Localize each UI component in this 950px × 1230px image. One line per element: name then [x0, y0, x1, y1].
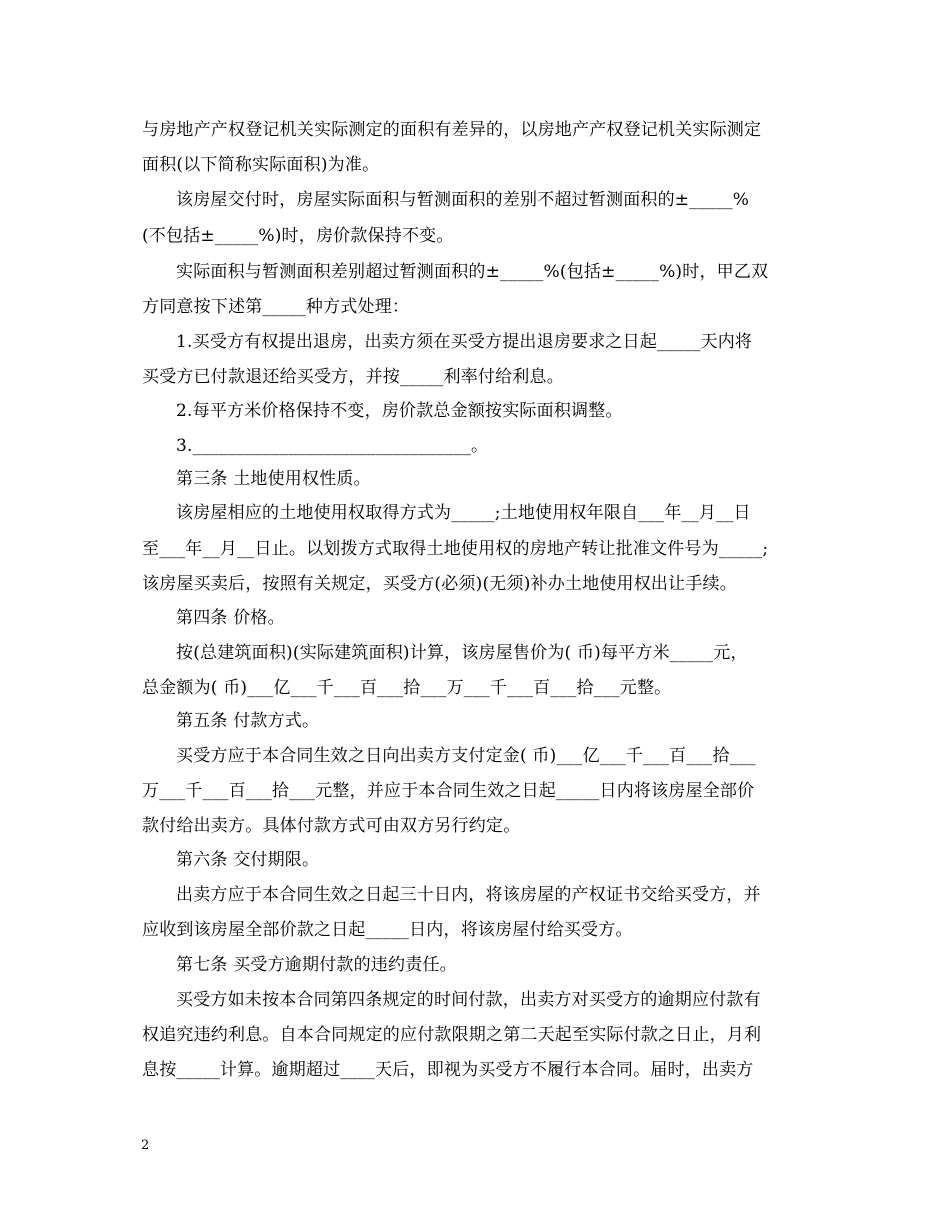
text-line: 3.________________________________。 — [176, 436, 489, 456]
text-line: 买受方已付款退还给买受方，并按_____利率付给利息。 — [142, 367, 564, 387]
article-heading: 第六条 交付期限。 — [176, 850, 320, 870]
text-line: 与房地产产权登记机关实际测定的面积有差异的，以房地产产权登记机关实际测定 — [142, 120, 762, 140]
page-number: 2 — [141, 1138, 150, 1153]
article-heading: 第三条 土地使用权性质。 — [176, 469, 371, 489]
text-line: 权追究违约利息。自本合同规定的应付款限期之第二天起至实际付款之日止，月利 — [142, 1025, 762, 1045]
text-line: 买受方如未按本合同第四条规定的时间付款，出卖方对买受方的逾期应付款有 — [176, 990, 761, 1010]
text-line: 1.买受方有权提出退房，出卖方须在买受方提出退房要求之日起_____天内将 — [176, 332, 753, 352]
text-line: 该房屋交付时，房屋实际面积与暂测面积的差别不超过暂测面积的±_____% — [176, 190, 750, 210]
text-line: 2.每平方米价格保持不变，房价款总金额按实际面积调整。 — [176, 401, 623, 421]
text-line: 出卖方应于本合同生效之日起三十日内，将该房屋的产权证书交给买受方，并 — [176, 885, 761, 905]
text-line: 实际面积与暂测面积差别超过暂测面积的±_____%(包括±_____%)时，甲乙双 — [176, 262, 769, 282]
text-line: 总金额为( 币)___亿___千___百___拾___万___千___百___拾___元整。 — [142, 678, 672, 698]
article-heading: 第七条 买受方逾期付款的违约责任。 — [176, 955, 457, 975]
text-line: (不包括±_____%)时，房价款保持不变。 — [142, 226, 454, 246]
article-heading: 第五条 付款方式。 — [176, 711, 320, 731]
text-line: 万___千___百___拾___元整，并应于本合同生效之日起_____日内将该房屋全部价 — [142, 781, 755, 801]
text-line: 买受方应于本合同生效之日向出卖方支付定金( 币)___亿___千___百___拾___ — [176, 746, 756, 766]
article-heading: 第四条 价格。 — [176, 608, 285, 628]
text-line: 应收到该房屋全部价款之日起_____日内，将该房屋付给买受方。 — [142, 920, 633, 940]
text-line: 款付给出卖方。具体付款方式可由双方另行约定。 — [142, 816, 521, 836]
text-line: 至___年__月__日止。以划拨方式取得土地使用权的房地产转让批准文件号为_____; — [142, 539, 769, 559]
text-line: 按(总建筑面积)(实际建筑面积)计算，该房屋售价为( 币)每平方米_____元， — [176, 643, 748, 663]
text-line: 该房屋相应的土地使用权取得方式为_____;土地使用权年限自___年__月__日 — [176, 503, 751, 523]
text-line: 息按_____计算。逾期超过____天后，即视为买受方不履行本合同。届时，出卖方 — [142, 1060, 754, 1080]
text-line: 面积(以下简称实际面积)为准。 — [142, 155, 380, 175]
text-line: 方同意按下述第_____种方式处理： — [142, 297, 410, 317]
text-line: 该房屋买卖后，按照有关规定，买受方(必须)(无须)补办土地使用权出让手续。 — [142, 574, 737, 594]
